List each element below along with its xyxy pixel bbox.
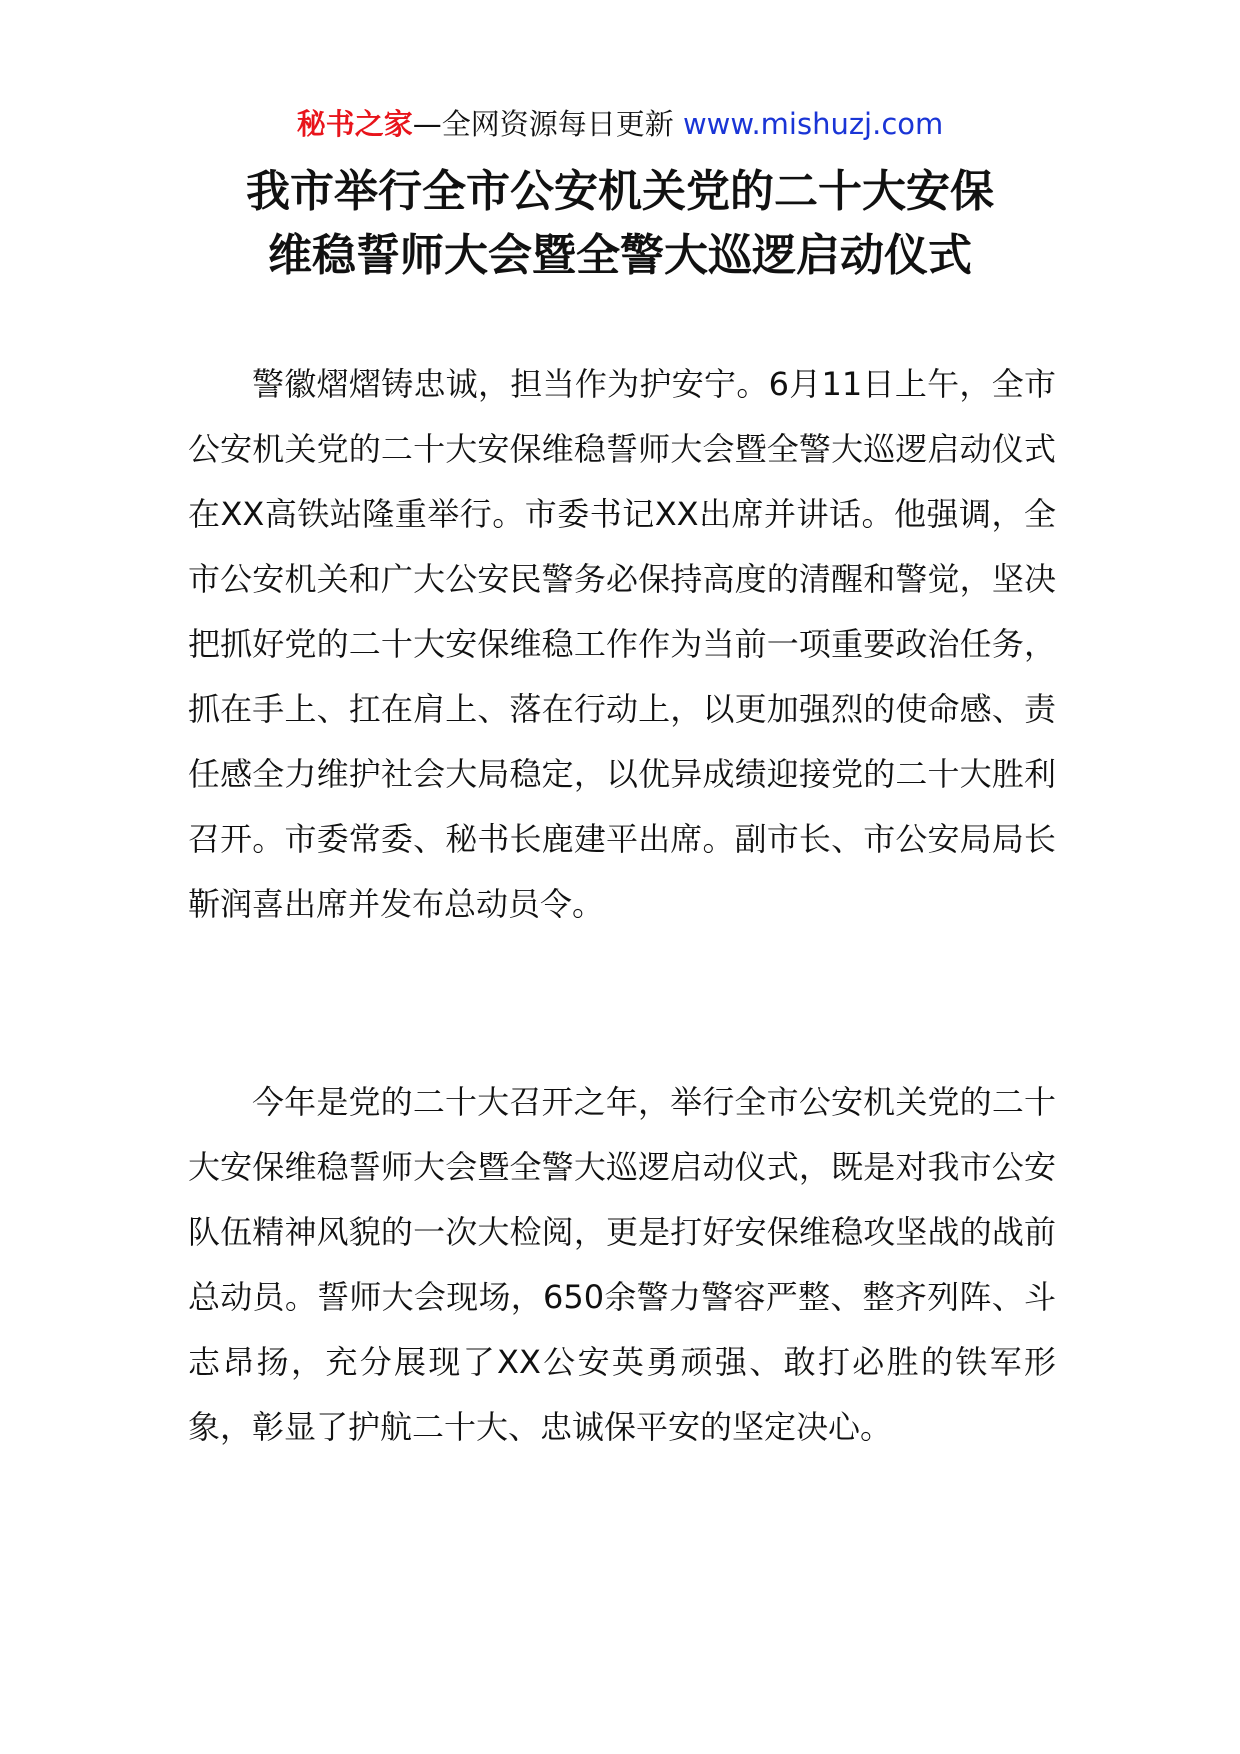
article-paragraph-1: 警徽熠熠铸忠诚，担当作为护安宁。6月11日上午，全市公安机关党的二十大安保维稳誓师大会暨全警大巡逻启动仪式在XX高铁站隆重举行。市委书记XX出席并讲话。他强调，全市公安机关和广大公安民警务必保持高度的清醒和警觉，坚决把抓好党的二十大安保维稳工作作为当前一项重要政治任务，抓在手上、扛在肩上、落在行动上，以更加强烈的使命感、责任感全力维护社会大局稳定，以优异成绩迎接党的二十大胜利召开。市委常委、秘书长鹿建平出席。副市长、市公安局局长靳润喜出席并发布总动员令。 [188, 365, 1056, 923]
page-header [0, 104, 1240, 144]
article-title-line-1: 我市举行全市公安机关党的二十大安保 [246, 166, 994, 217]
website-link[interactable]: www.mishuzj.com [682, 107, 944, 141]
brand-name: 秘书之家 [296, 107, 413, 141]
article-paragraph-2: 今年是党的二十大召开之年，举行全市公安机关党的二十大安保维稳誓师大会暨全警大巡逻启动仪式，既是对我市公安队伍精神风貌的一次大检阅，更是打好安保维稳攻坚战的战前总动员。誓师大会现场，650余警力警容严整、整齐列阵、斗志昂扬，充分展现了XX公安英勇顽强、敢打必胜的铁军形象，彰显了护航二十大、忠诚保平安的坚定决心。 [188, 1083, 1056, 1446]
article-title [0, 160, 1240, 288]
article-title-line-2: 维稳誓师大会暨全警大巡逻启动仪式 [268, 230, 972, 281]
header-slogan: —全网资源每日更新 [412, 107, 674, 141]
